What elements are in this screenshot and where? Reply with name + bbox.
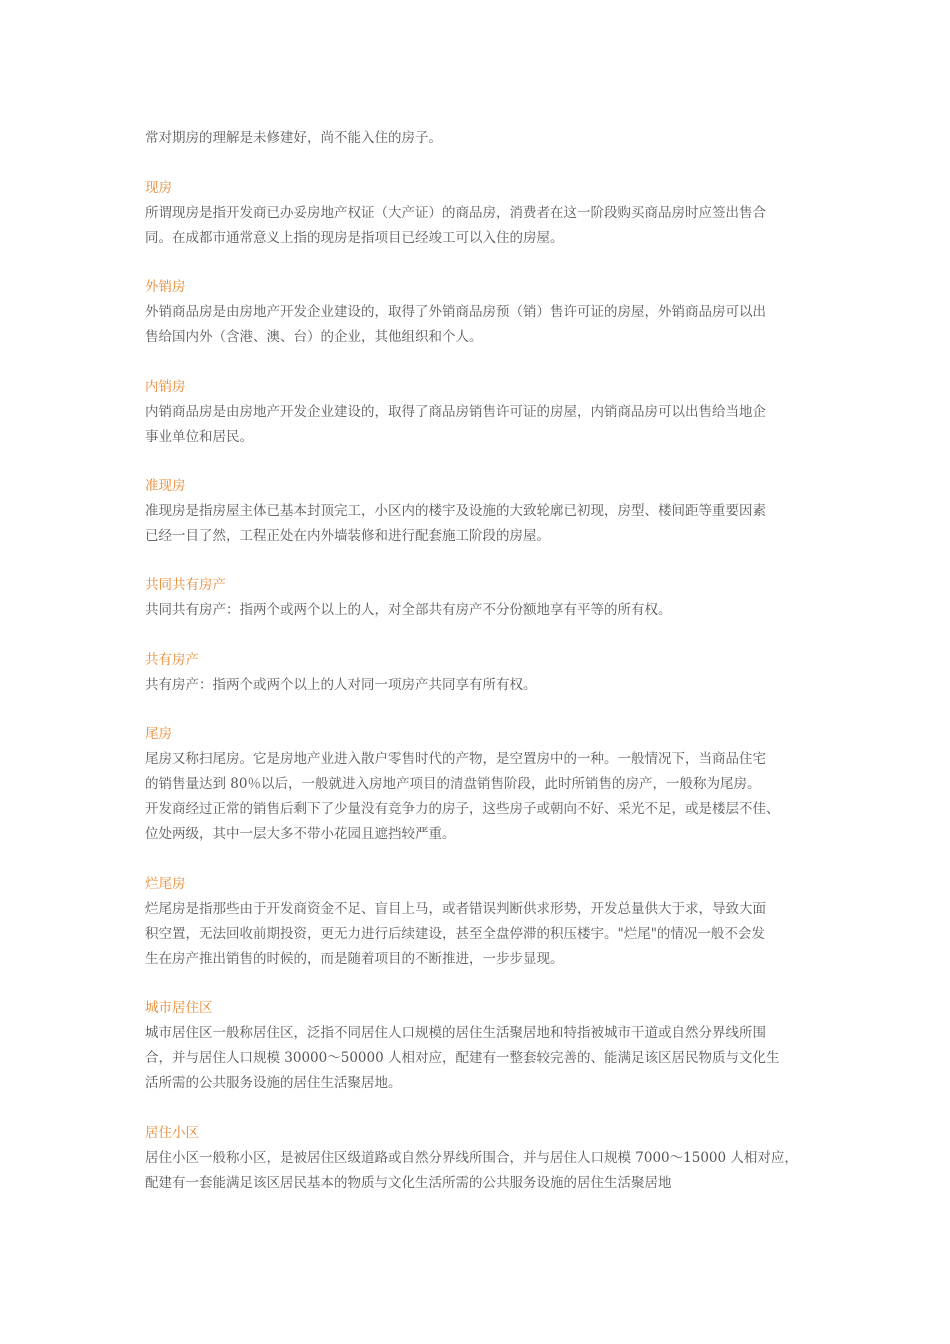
section-line: 售给国内外（含港、澳、台）的企业，其他组织和个人。 [145,329,483,345]
section-chengshi-juzhuqu [145,996,825,1096]
section-line: 配建有一套能满足该区居民基本的物质与文化生活所需的公共服务设施的居住生活聚居地 [145,1175,672,1191]
section-xianfang [145,176,825,251]
section-heading: 居住小区 [145,1125,199,1141]
intro-paragraph: 常对期房的理解是未修建好，尚不能入住的房子。 [145,130,442,146]
section-line: 内销商品房是由房地产开发企业建设的，取得了商品房销售许可证的房屋，内销商品房可以出售给当地企 [145,404,766,420]
section-line: 所谓现房是指开发商已办妥房地产权证（大产证）的商品房，消费者在这一阶段购买商品房时应签出售合 [145,205,766,221]
section-line: 城市居住区一般称居住区，泛指不同居住人口规模的居住生活聚居地和特指被城市干道或自然分界线所围 [145,1025,766,1041]
section-heading: 共同共有房产 [145,577,226,593]
section-heading: 烂尾房 [145,876,186,892]
section-line: 外销商品房是由房地产开发企业建设的，取得了外销商品房预（销）售许可证的房屋，外销商品房可以出 [145,304,766,320]
section-line: 活所需的公共服务设施的居住生活聚居地。 [145,1075,402,1091]
section-line: 居住小区一般称小区，是被居住区级道路或自然分界线所围合，并与居住人口规模 7000～15000 人相对应， [145,1150,798,1166]
section-gongtong-gongyou [145,573,825,623]
section-line: 尾房又称扫尾房。它是房地产业进入散户零售时代的产物，是空置房中的一种。一般情况下，当商品住宅 [145,751,766,767]
section-line: 的销售量达到 80％以后，一般就进入房地产项目的清盘销售阶段，此时所销售的房产，一般称为尾房。 [145,776,761,792]
section-line: 生在房产推出销售的时候的，而是随着项目的不断推进，一步步显现。 [145,951,564,967]
section-line: 共同共有房产：指两个或两个以上的人，对全部共有房产不分份额地享有平等的所有权。 [145,602,672,618]
section-heading: 内销房 [145,379,186,395]
section-heading: 共有房产 [145,652,199,668]
section-waixiaofang [145,275,825,350]
section-line: 准现房是指房屋主体已基本封顶完工，小区内的楼宇及设施的大致轮廓已初现，房型、楼间距等重要因素 [145,503,766,519]
section-gongyou-fangchan [145,648,825,698]
section-line: 共有房产：指两个或两个以上的人对同一项房产共同享有所有权。 [145,677,537,693]
section-heading: 准现房 [145,478,186,494]
section-heading: 现房 [145,180,172,196]
section-line: 同。在成都市通常意义上指的现房是指项目已经竣工可以入住的房屋。 [145,230,564,246]
section-heading: 城市居住区 [145,1000,213,1016]
section-line: 事业单位和居民。 [145,429,253,445]
section-heading: 尾房 [145,726,172,742]
section-line: 烂尾房是指那些由于开发商资金不足、盲目上马，或者错误判断供求形势，开发总量供大于求，导致大面 [145,901,766,917]
section-juzhu-xiaoqu [145,1121,825,1196]
section-line: 合，并与居住人口规模 30000～50000 人相对应，配建有一整套较完善的、能满足该区居民物质与文化生 [145,1050,780,1066]
section-heading: 外销房 [145,279,186,295]
section-weifang [145,722,825,847]
section-lanweifang [145,872,825,972]
section-line: 已经一目了然，工程正处在内外墙装修和进行配套施工阶段的房屋。 [145,528,550,544]
section-neixiaofang [145,375,825,450]
section-line: 开发商经过正常的销售后剩下了少量没有竞争力的房子，这些房子或朝向不好、采光不足，或是楼层不佳、 [145,801,780,817]
section-line: 积空置，无法回收前期投资，更无力进行后续建设，甚至全盘停滞的积压楼宇。"烂尾"的情况一般不会发 [145,926,765,942]
section-line: 位处两级，其中一层大多不带小花园且遮挡较严重。 [145,826,456,842]
section-zhunxianfang [145,474,825,549]
